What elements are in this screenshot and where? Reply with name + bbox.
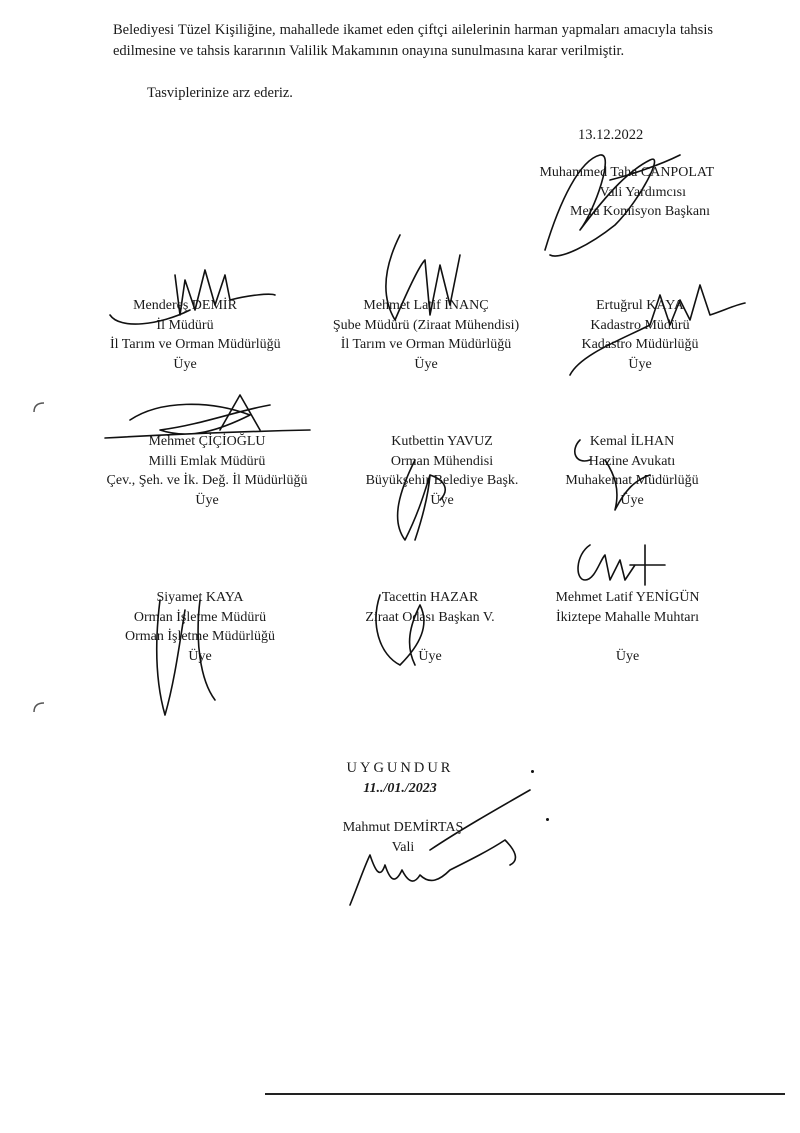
member-name: Tacettin HAZAR <box>381 590 479 605</box>
member-role: Üye <box>620 492 644 508</box>
member-name: Ertuğrul KAYA <box>596 298 684 313</box>
member-block <box>340 588 520 666</box>
chair-committee-title: Mera Komisyon Başkanı <box>570 204 710 219</box>
member-role: Üye <box>418 648 442 664</box>
member-block <box>535 588 720 666</box>
member-name: Mehmet Latif YENİGÜN <box>555 590 700 605</box>
chair-date: 13.12.2022 <box>578 127 644 143</box>
member-block <box>332 432 552 510</box>
member-name: Kemal İLHAN <box>589 434 675 449</box>
footer-rule <box>265 1093 785 1095</box>
decision-paragraph: Belediyesi Tüzel Kişiliğine, mahallede ikamet eden çiftçi ailelerinin harman yapmaları amacıyla tahsis edilmesine ve tahsis kararının Valilik Makamının onayına sunulmasına karar verilmiştir. <box>113 22 713 59</box>
chair-title: Vali Yardımcısı <box>599 184 686 200</box>
member-office: Büyükşehir Belediye Başk. <box>365 473 519 488</box>
punch-hole-icon <box>32 400 48 416</box>
approval-date: 11../01./2023 <box>363 780 437 796</box>
approval-block <box>330 759 470 798</box>
member-role: Üye <box>628 356 652 372</box>
punch-hole-icon <box>32 700 48 716</box>
member-office: Çev., Şeh. ve İk. Değ. İl Müdürlüğü <box>106 473 308 488</box>
approval-label: UYGUNDUR <box>346 760 454 776</box>
chair-name: Muhammed Taha CANPOLAT <box>539 165 714 180</box>
member-name: Mehmet Latif İNANÇ <box>363 298 489 313</box>
member-title: Orman İşletme Müdürü <box>133 609 267 625</box>
member-name: Kutbettin YAVUZ <box>391 434 493 449</box>
member-role: Üye <box>414 356 438 372</box>
member-role: Üye <box>195 492 219 508</box>
signature-yenigun <box>565 540 675 590</box>
governor-block <box>323 818 483 857</box>
member-title: İl Müdürü <box>156 317 214 333</box>
member-office: Kadastro Müdürlüğü <box>581 337 699 352</box>
member-title: Ziraat Odası Başkan V. <box>365 609 495 625</box>
member-name: Mehmet ÇİÇİOĞLU <box>148 434 266 449</box>
member-block <box>552 432 712 510</box>
member-block <box>565 296 715 374</box>
member-name: Siyamet KAYA <box>156 590 244 605</box>
member-office: Muhakemat Müdürlüğü <box>565 473 699 488</box>
member-name: Mendereş DEMİR <box>133 298 237 313</box>
member-title: İkiztepe Mahalle Muhtarı <box>555 609 700 625</box>
member-office: İl Tarım ve Orman Müdürlüğü <box>340 337 512 352</box>
member-title: Orman Mühendisi <box>390 453 494 469</box>
chair-block <box>539 163 714 222</box>
closing-line: Tasviplerinize arz ederiz. <box>147 85 293 101</box>
member-office: Orman İşletme Müdürlüğü <box>124 629 276 644</box>
member-role: Üye <box>188 648 212 664</box>
member-block <box>316 296 536 374</box>
governor-title: Vali <box>391 839 415 855</box>
member-block <box>110 588 290 666</box>
member-role: Üye <box>430 492 454 508</box>
governor-name: Mahmut DEMİRTAŞ <box>342 820 464 835</box>
member-title: Milli Emlak Müdürü <box>148 453 266 469</box>
member-office: İl Tarım ve Orman Müdürlüğü <box>110 337 281 352</box>
member-block <box>110 296 281 374</box>
member-role: Üye <box>615 648 640 664</box>
member-block <box>82 432 332 510</box>
member-title: Hazine Avukatı <box>588 453 676 469</box>
member-title: Şube Müdürü (Ziraat Mühendisi) <box>332 317 520 333</box>
member-title: Kadastro Müdürü <box>590 317 690 333</box>
ink-dot <box>531 770 534 773</box>
member-role: Üye <box>173 356 197 372</box>
ink-dot <box>546 818 549 821</box>
